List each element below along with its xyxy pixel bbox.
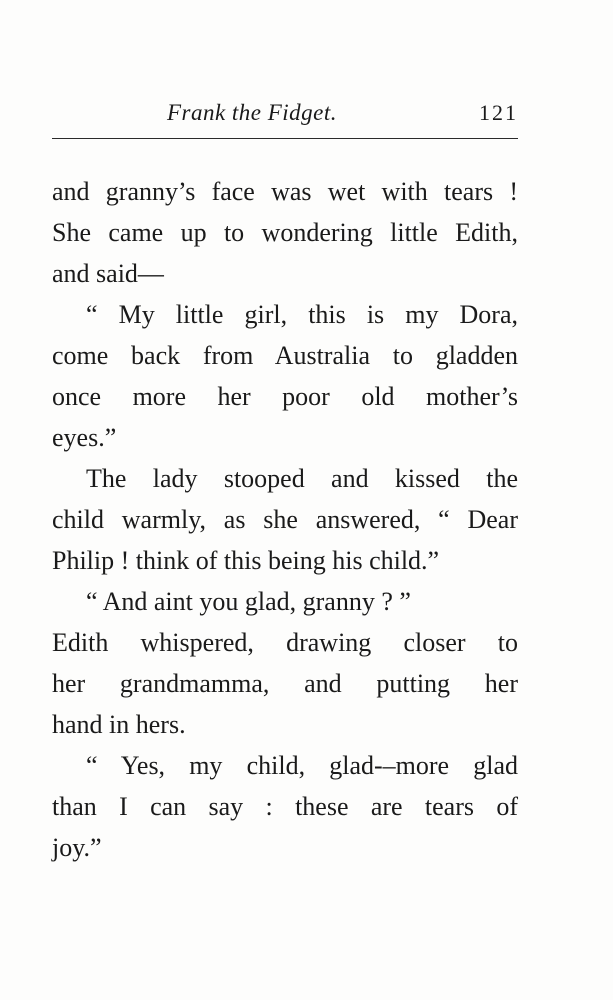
header-rule [52,138,518,139]
text-line: come back from Australia to gladden [52,341,518,370]
text-line: hand in hers. [52,710,186,739]
text-line: The lady stooped and kissed the [86,464,518,493]
text-line: “ And aint you glad, granny ? ” [86,587,411,616]
text-line: than I can say : these are tears of [52,792,518,821]
text-line: “ My little girl, this is my Dora, [86,300,518,329]
page-number: 121 [479,100,518,125]
text-line: Edith whispered, drawing closer to [52,628,518,657]
text-line: and granny’s face was wet with tears ! [52,177,518,206]
running-title: Frank the Fidget. [166,100,338,125]
text-line: and said— [52,259,164,288]
text-line: eyes.” [52,423,117,452]
text-line: her grandmamma, and putting her [52,669,518,698]
text-line: once more her poor old mother’s [52,382,518,411]
text-line: Philip ! think of this being his child.” [52,546,440,575]
text-line: child warmly, as she answered, “ Dear [52,505,518,534]
text-line: She came up to wondering little Edith, [52,218,518,247]
body-text [52,171,518,868]
running-head [52,98,518,132]
text-line: joy.” [52,833,102,862]
text-line: “ Yes, my child, glad-–more glad [86,751,518,780]
